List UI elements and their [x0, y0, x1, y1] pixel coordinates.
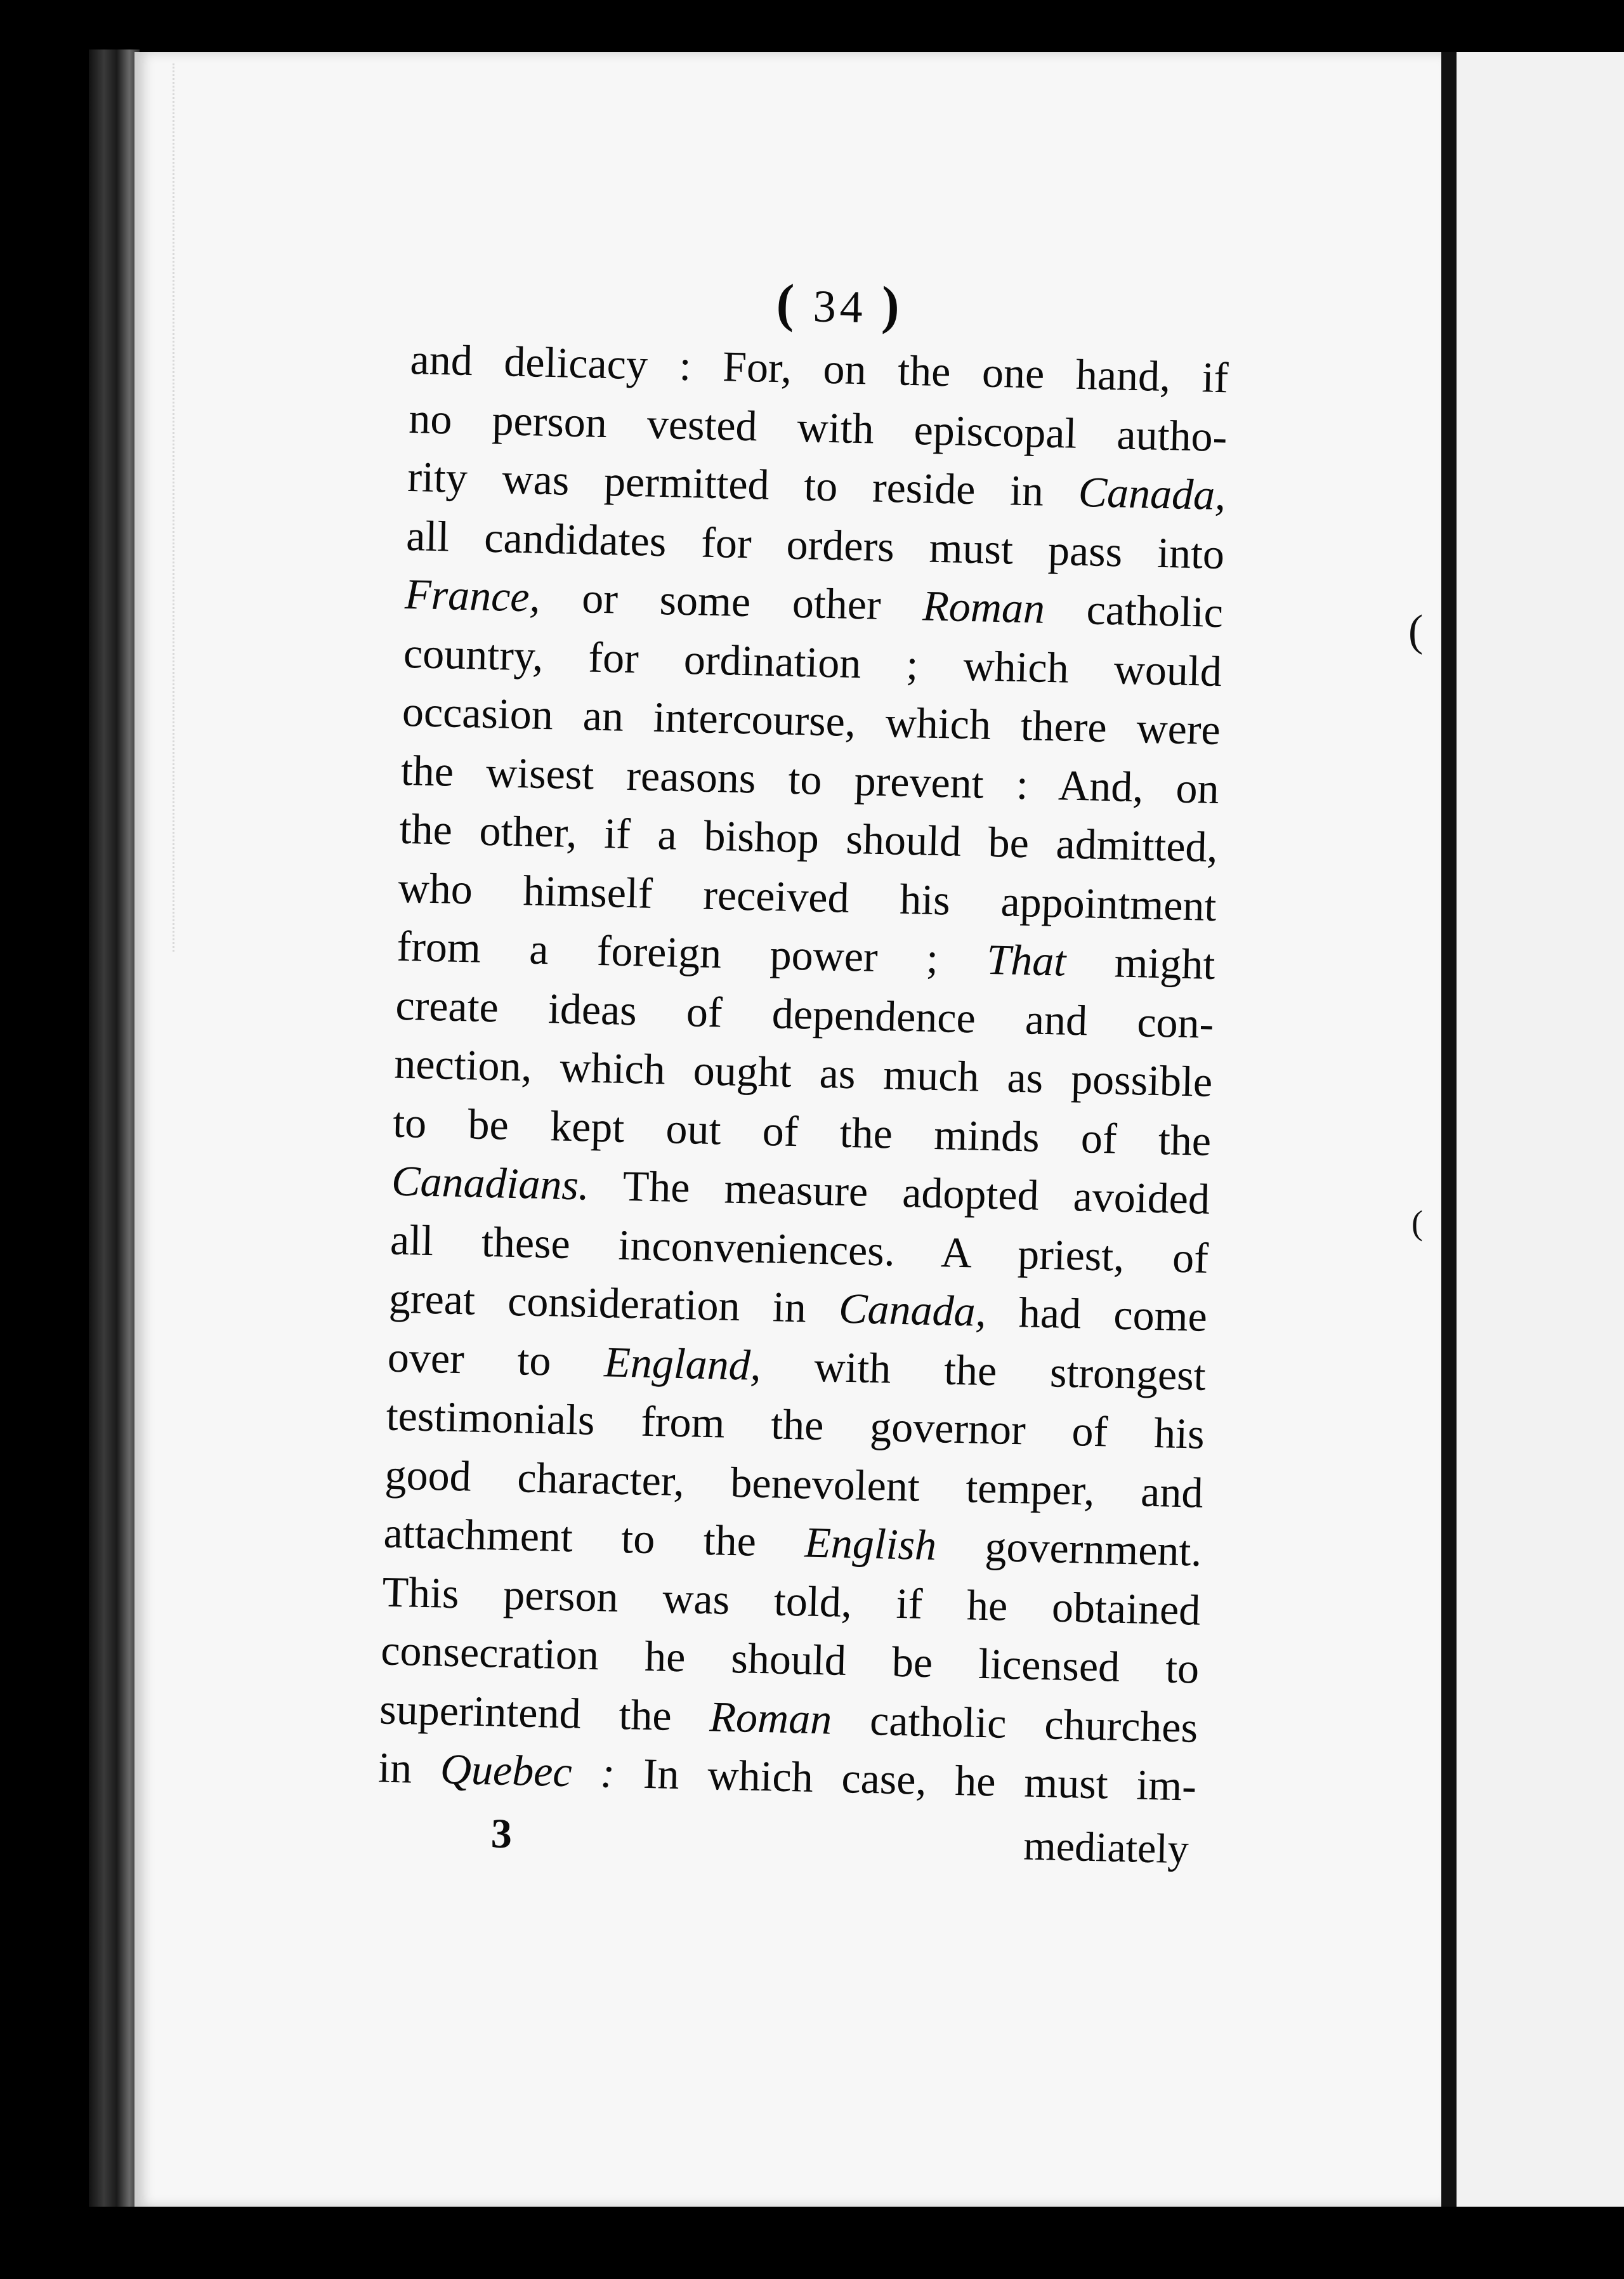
text-segment: attachment to the	[383, 1508, 806, 1566]
italic-segment: Canada,	[1077, 467, 1227, 520]
text-segment: over to	[387, 1332, 605, 1386]
italic-segment: English	[804, 1518, 938, 1570]
text-segment: consecration he should be licensed to	[380, 1626, 1200, 1693]
text-segment: in	[377, 1743, 441, 1793]
text-segment: might	[1065, 936, 1216, 988]
page-gutter	[1441, 52, 1457, 2207]
text-segment: occasion an intercourse, which there were	[402, 686, 1221, 754]
text-segment: the other, if a bishop should be admitted,	[399, 804, 1219, 872]
text-segment: This person was told, if he obtained	[381, 1566, 1202, 1634]
header-close-paren: )	[881, 275, 904, 336]
text-segment: catholic	[1044, 584, 1224, 637]
text-segment: nection, which ought as much as possible	[393, 1039, 1214, 1106]
book-binding	[89, 49, 140, 2207]
italic-segment: That	[986, 935, 1067, 985]
italic-segment: Roman	[709, 1691, 833, 1744]
text-segment: rity was permitted to reside in	[407, 452, 1079, 516]
italic-segment: England,	[603, 1337, 762, 1389]
text-segment: superintend the	[379, 1684, 710, 1740]
italic-segment: Canada,	[838, 1284, 987, 1336]
catchword: mediately	[1023, 1822, 1189, 1872]
page-number: 34	[812, 280, 867, 333]
text-segment: The measure adopted avoided	[589, 1160, 1210, 1223]
text-segment: with the strongest	[760, 1341, 1207, 1400]
signature-mark: 3	[490, 1809, 513, 1857]
torn-page-edge	[173, 63, 180, 952]
italic-segment: France,	[404, 569, 541, 621]
italic-segment: Quebec :	[440, 1744, 616, 1797]
text-segment: no person vested with episcopal autho-	[408, 393, 1228, 461]
body-text	[377, 330, 1229, 1815]
text-segment: and delicacy : For, on the one hand, if	[409, 334, 1229, 402]
text-segment: all candidates for orders must pass into	[405, 511, 1225, 578]
text-segment: testimonials from the governor of his	[386, 1391, 1205, 1458]
italic-segment: Roman	[922, 581, 1045, 633]
text-segment: government.	[936, 1521, 1203, 1575]
text-segment: or some other	[539, 572, 924, 630]
text-segment: In which case, he must im-	[614, 1748, 1197, 1810]
header-open-paren: (	[775, 273, 799, 333]
text-segment: all these inconveniences. A priest, of	[390, 1215, 1209, 1282]
italic-segment: Canadians.	[391, 1156, 590, 1209]
text-segment: to be kept out of the minds of the	[392, 1098, 1212, 1165]
text-block	[376, 266, 1231, 1879]
text-segment: catholic churches	[831, 1695, 1198, 1752]
text-segment: country, for ordination ; which would	[403, 628, 1222, 695]
facing-page-mark: (	[1408, 607, 1424, 655]
text-segment: from a foreign power ;	[396, 921, 988, 983]
facing-page-mark: (	[1411, 1204, 1423, 1242]
facing-page	[1457, 52, 1624, 2207]
text-segment: had come	[985, 1287, 1208, 1341]
text-segment: create ideas of dependence and con-	[395, 980, 1215, 1048]
text-segment: good character, benevolent temper, and	[384, 1450, 1204, 1517]
text-segment: the wisest reasons to prevent : And, on	[400, 745, 1220, 813]
text-segment: who himself received his appointment	[397, 863, 1217, 930]
text-segment: great consideration in	[388, 1273, 840, 1332]
